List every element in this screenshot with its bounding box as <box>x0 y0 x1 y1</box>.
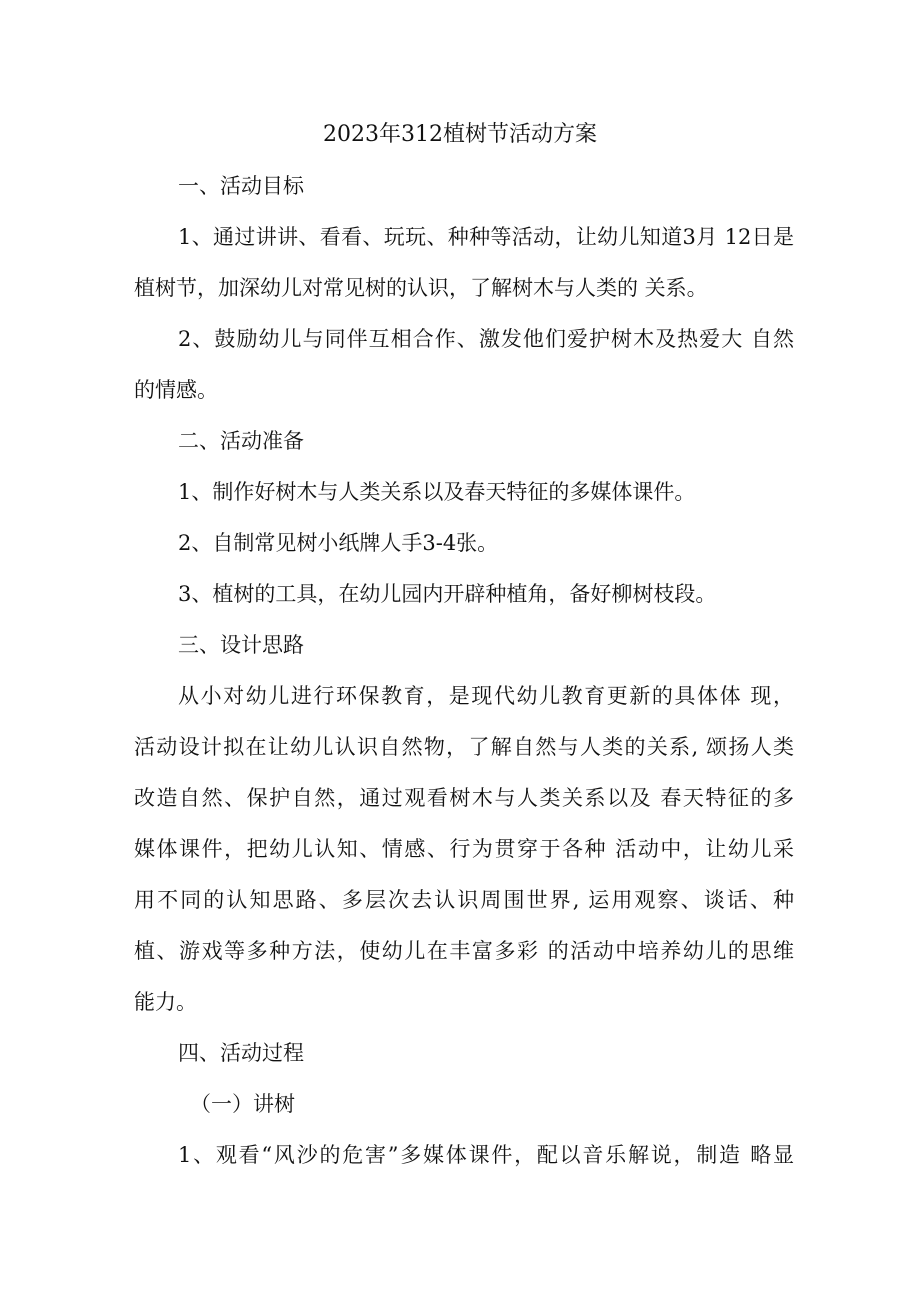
paragraph-line: 的情感。 <box>134 378 218 402</box>
paragraph-line: 改造自然、保护自然，通过观看树木与人类关系以及 春天特征的多 <box>134 786 794 810</box>
paragraph-line: 媒体课件，把幼儿认知、情感、行为贯穿于各种 活动中，让幼儿采 <box>134 837 794 861</box>
paragraph-line: 2、鼓励幼儿与同伴互相合作、激发他们爱护树木及热爱大 自然 <box>178 327 794 351</box>
section-heading-preparation: 二、活动准备 <box>178 429 304 453</box>
paragraph-line: 植、游戏等多种方法，使幼儿在丰富多彩 的活动中培养幼儿的思维 <box>134 939 794 963</box>
paragraph-line: 活动设计拟在让幼儿认识自然物，了解自然与人类的关系, 颂扬人类 <box>134 735 794 759</box>
paragraph-line: 3、植树的工具，在幼儿园内开辟种植角，备好柳树枝段。 <box>178 582 717 606</box>
paragraph-line: 1、通过讲讲、看看、玩玩、种种等活动，让幼儿知道3月 12日是 <box>178 225 794 249</box>
paragraph-line: 从小对幼儿进行环保教育，是现代幼儿教育更新的具体体 现， <box>178 684 794 708</box>
paragraph-line: 用不同的认知思路、多层次去认识周围世界, 运用观察、谈话、种 <box>134 888 794 912</box>
paragraph-line: 1、制作好树木与人类关系以及春天特征的多媒体课件。 <box>178 480 696 504</box>
subsection-heading: （一）讲树 <box>190 1092 295 1116</box>
paragraph-line: 能力。 <box>134 990 197 1014</box>
section-heading-process: 四、活动过程 <box>178 1041 304 1065</box>
paragraph-line: 1、观看“风沙的危害”多媒体课件，配以音乐解说，制造 略显 <box>178 1143 794 1167</box>
section-heading-design: 三、设计思路 <box>178 633 304 657</box>
section-heading-goals: 一、活动目标 <box>178 174 304 198</box>
paragraph-line: 植树节，加深幼儿对常见树的认识，了解树木与人类的 关系。 <box>134 276 708 300</box>
document-title: 2023年312植树节活动方案 <box>323 122 597 147</box>
paragraph-line: 2、自制常见树小纸牌人手3-4张。 <box>178 531 499 555</box>
